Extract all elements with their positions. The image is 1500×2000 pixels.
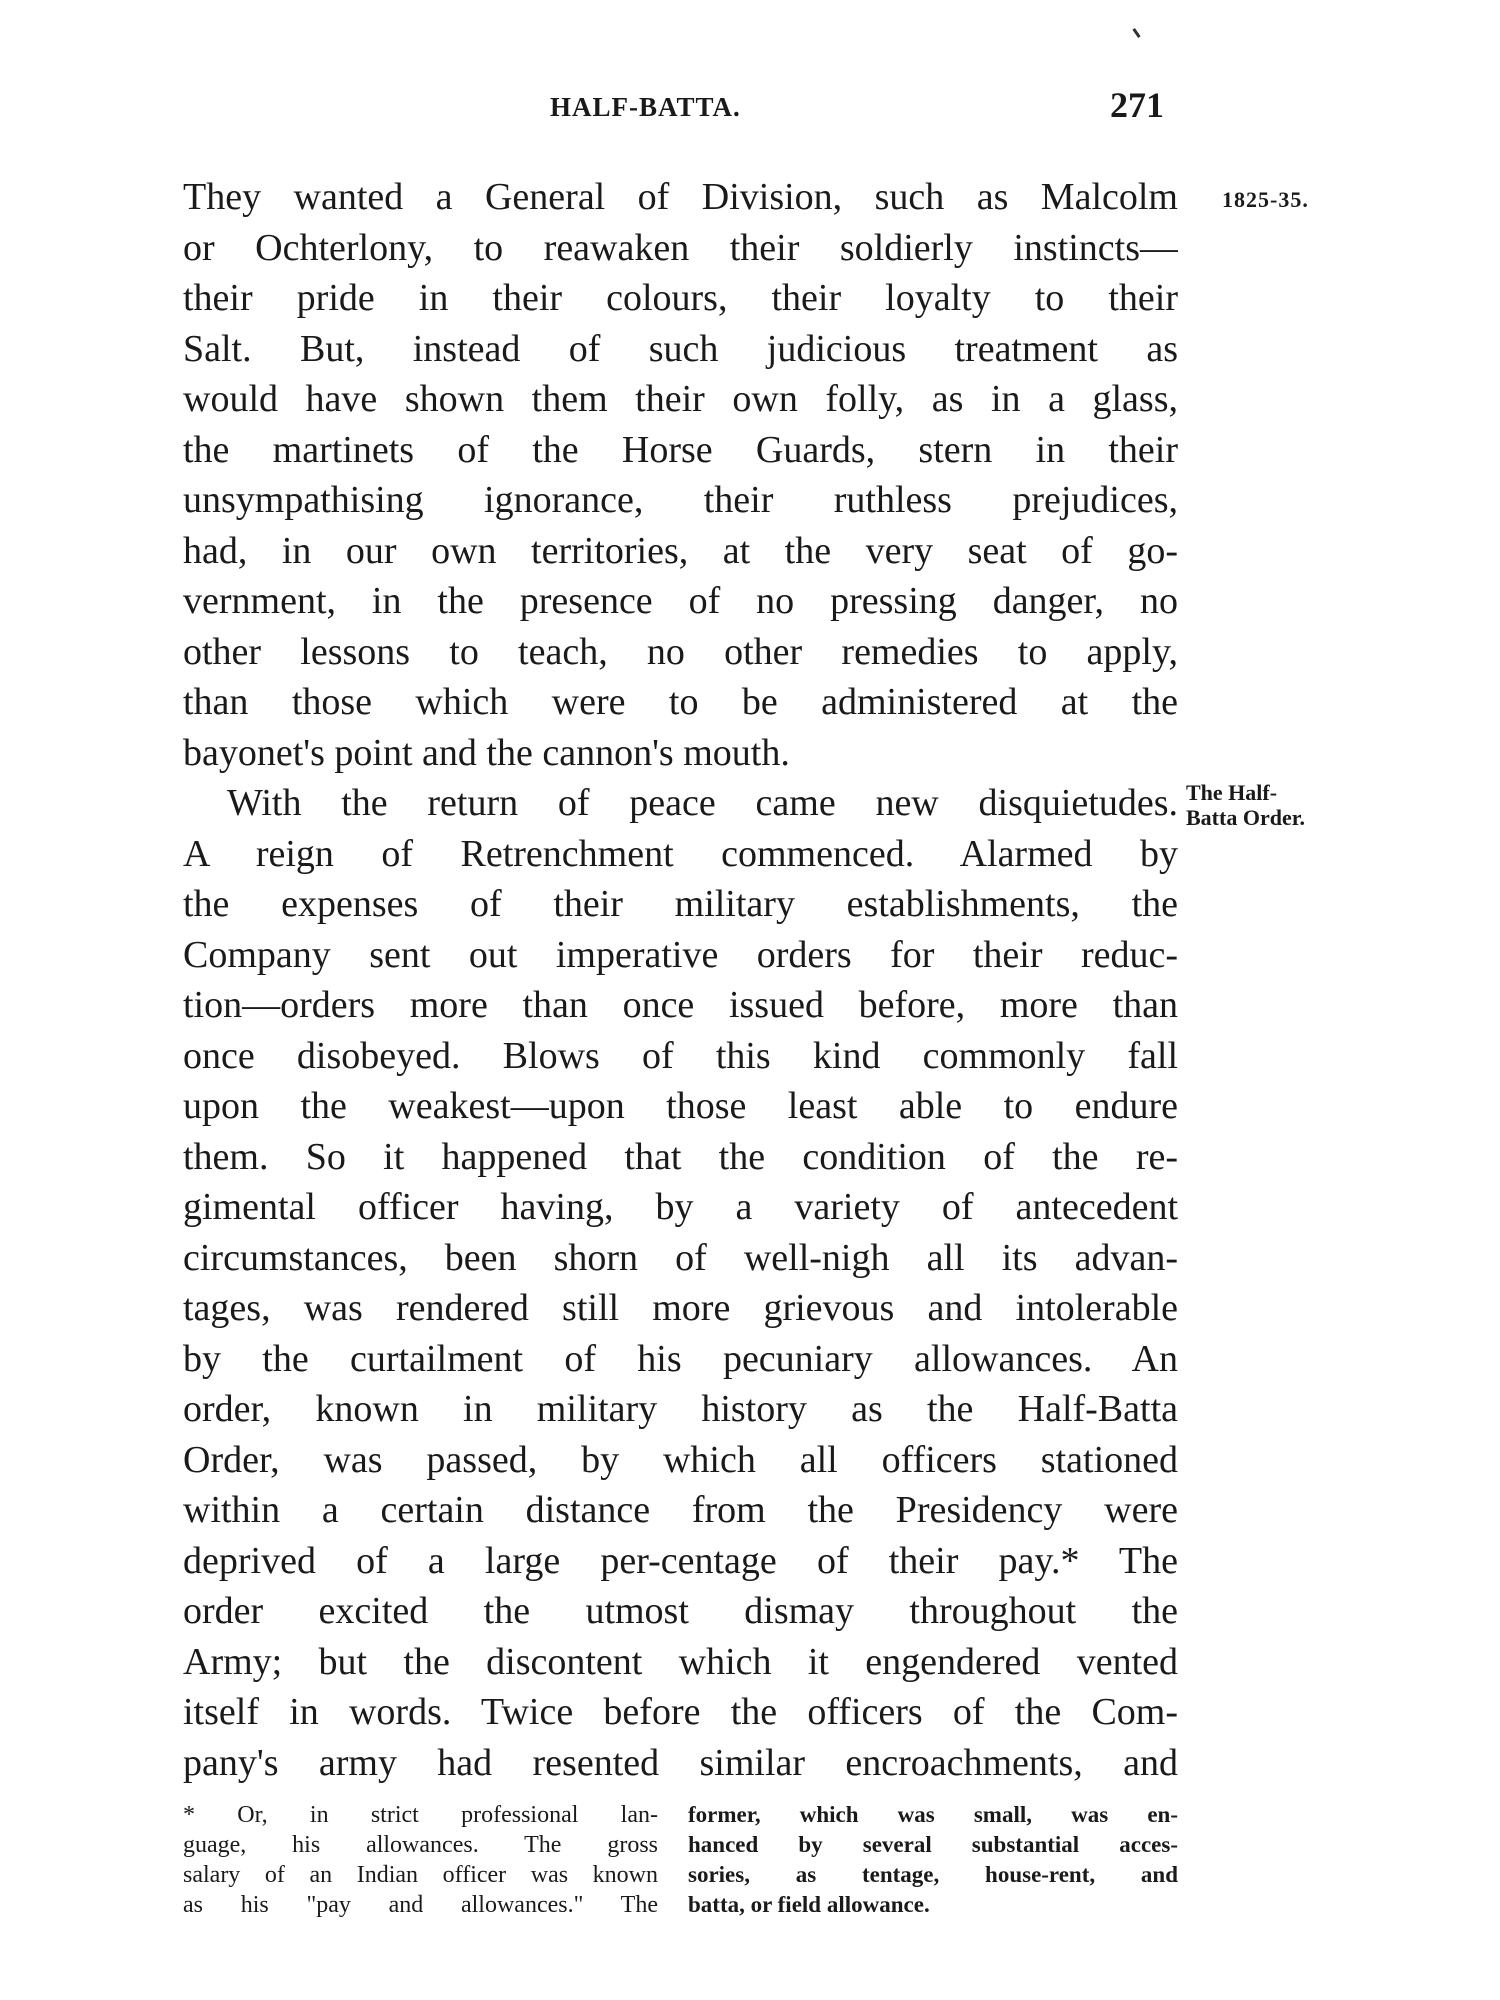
text-line: gimental officer having, by a variety of antecedent [183,1186,1178,1228]
text-line: by the curtailment of his pecuniary allowances. An [183,1337,1178,1380]
text-line: itself in words. Twice before the officers of the Com- [183,1691,1178,1733]
footnote-line: guage, his allowances. The gross [183,1832,658,1858]
text-line: circumstances, been shorn of well-nigh all its advan- [183,1236,1178,1279]
text-line: their pride in their colours, their loyalty to their [183,277,1178,319]
footnote-line: hanced by several substantial acces- [688,1832,1178,1857]
footnote-line: as his "pay and allowances." The [183,1892,658,1918]
text-line: had, in our own territories, at the very seat of go- [183,529,1178,572]
text-line: upon the weakest—upon those least able to endure [183,1085,1178,1127]
print-speck [1132,28,1140,38]
text-line: unsympathising ignorance, their ruthless prejudices, [183,479,1178,521]
text-line: Army; but the discontent which it engendered vented [183,1640,1178,1683]
page-number: 271 [1110,85,1164,125]
margin-topic-line: Batta Order. [1186,805,1305,830]
text-line: would have shown them their own folly, as in a glass, [183,378,1178,420]
text-line: bayonet's point and the cannon's mouth. [183,731,790,774]
text-line: tion—orders more than once issued before, more than [183,984,1178,1026]
footnote-line: former, which was small, was en- [688,1802,1178,1827]
footnote-line: salary of an Indian officer was known [183,1862,658,1888]
text-line: order, known in military history as the Half-Batta [183,1388,1178,1430]
text-line: other lessons to teach, no other remedies to apply, [183,630,1178,673]
text-line: pany's army had resented similar encroachments, and [183,1741,1178,1784]
text-line: them. So it happened that the condition of the re- [183,1135,1178,1178]
text-line: vernment, in the presence of no pressing danger, no [183,580,1178,622]
footnote-column-right [688,1800,1178,1920]
text-line: Order, was passed, by which all officers stationed [183,1438,1178,1481]
text-line: deprived of a large per-centage of their pay.* The [183,1539,1178,1582]
text-line: the martinets of the Horse Guards, stern in their [183,428,1178,471]
text-line: within a certain distance from the Presidency were [183,1489,1178,1531]
text-line: order excited the utmost dismay throughout the [183,1590,1178,1632]
footnote-line: * Or, in strict professional lan- [183,1802,658,1828]
margin-note-topic [1186,780,1305,830]
text-line: once disobeyed. Blows of this kind commonly fall [183,1034,1178,1077]
footnote-line: sories, as tentage, house-rent, and [688,1862,1178,1887]
body-text [183,172,1178,1788]
text-line: than those which were to be administered at the [183,681,1178,723]
text-line: tages, was rendered still more grievous and intolerable [183,1287,1178,1329]
footnote-line: batta, or field allowance. [688,1892,930,1917]
margin-note-years: 1825-35. [1222,187,1309,212]
footnote-column-left [183,1800,658,1920]
text-line: A reign of Retrenchment commenced. Alarmed by [183,832,1178,875]
text-line: or Ochterlony, to reawaken their soldierly instincts— [183,226,1178,269]
margin-topic-line: The Half- [1186,780,1278,805]
text-line: Company sent out imperative orders for their reduc- [183,933,1178,976]
running-title: HALF-BATTA. [550,92,741,122]
text-line: the expenses of their military establishments, the [183,883,1178,925]
text-line: With the return of peace came new disquietudes. [227,782,1178,824]
text-line: Salt. But, instead of such judicious treatment as [183,327,1178,370]
text-line: They wanted a General of Division, such as Malcolm [183,176,1178,218]
